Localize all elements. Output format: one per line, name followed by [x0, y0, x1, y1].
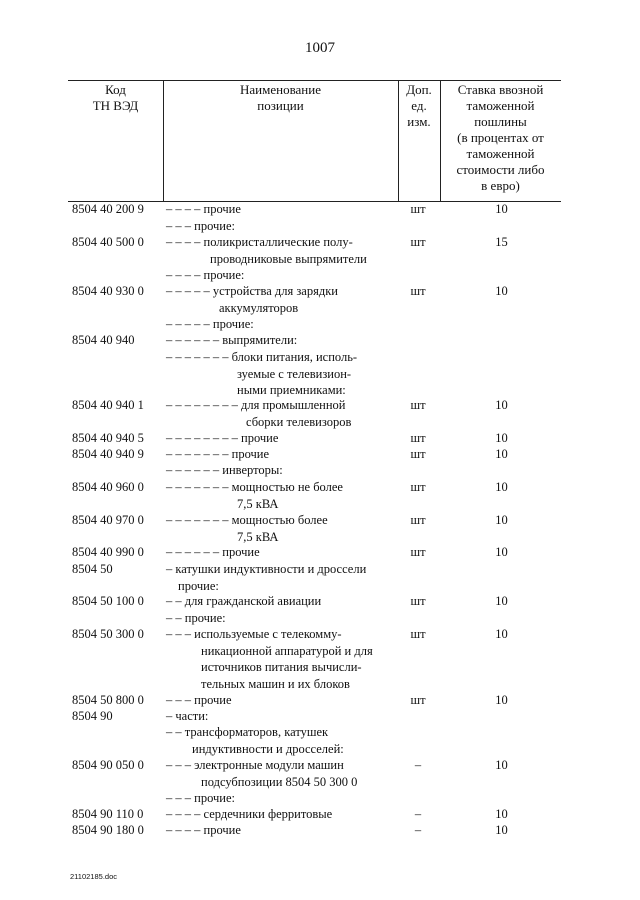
indent-dashes: – – – –: [166, 268, 201, 282]
unit-of-measure: шт: [410, 284, 426, 298]
position-name: [166, 822, 398, 839]
tnved-code: 8504 40 940 9: [72, 447, 144, 461]
position-name: [166, 430, 398, 447]
position-text: прочие:: [191, 791, 235, 805]
position-name: [166, 610, 398, 627]
position-text: прочие:: [209, 317, 254, 331]
duty-rate: 10: [495, 513, 508, 527]
position-name: [166, 316, 398, 333]
unit-of-measure: шт: [410, 513, 426, 527]
duty-rate: 10: [495, 693, 508, 707]
indent-dashes: –: [166, 562, 173, 576]
duty-rate: 10: [495, 758, 508, 772]
unit-of-measure: шт: [410, 398, 426, 412]
indent-dashes: – – – –: [166, 202, 201, 216]
position-name: [166, 708, 398, 725]
unit-of-measure: шт: [410, 202, 426, 216]
indent-dashes: – – – – – – –: [166, 480, 229, 494]
position-name: [166, 724, 424, 757]
tnved-code: 8504 40 940 5: [72, 431, 144, 445]
indent-dashes: – – –: [166, 758, 191, 772]
position-text: сердечники ферритовые: [200, 807, 333, 821]
unit-of-measure: шт: [410, 594, 426, 608]
tnved-code: 8504 40 200 9: [72, 202, 144, 216]
indent-dashes: – – –: [166, 627, 191, 641]
position-text: прочие: [219, 545, 260, 559]
indent-dashes: – – – – – –: [166, 545, 220, 559]
position-text: для промышленной сборки телевизоров: [241, 398, 352, 429]
position-name: [166, 593, 398, 610]
position-text: прочие:: [200, 268, 245, 282]
position-name: [166, 757, 433, 790]
position-text: прочие: [200, 823, 241, 837]
indent-dashes: – –: [166, 594, 182, 608]
duty-rate: 15: [495, 235, 508, 249]
position-text: мощностью более 7,5 кВА: [231, 513, 328, 544]
position-text: прочие: [200, 202, 241, 216]
indent-dashes: – – – – – – – –: [166, 431, 238, 445]
duty-rate: 10: [495, 807, 508, 821]
header-rate: Ставка ввозной таможенной пошлины (в процентах от таможенной стоимости либо в евро): [456, 82, 545, 193]
unit-of-measure: –: [414, 807, 422, 821]
header-name: Наименование позиции: [240, 82, 321, 113]
unit-of-measure: шт: [410, 431, 426, 445]
tnved-code: 8504 90: [72, 709, 113, 723]
duty-rate: 10: [495, 431, 508, 445]
tnved-code: 8504 50 300 0: [72, 627, 144, 641]
duty-rate: 10: [495, 823, 508, 837]
position-text: инверторы:: [219, 463, 283, 477]
position-name: [166, 201, 398, 218]
indent-dashes: – – –: [166, 791, 191, 805]
duty-rate: 10: [495, 398, 508, 412]
tnved-code: 8504 50 800 0: [72, 693, 144, 707]
position-name: [166, 806, 398, 823]
tnved-code: 8504 90 180 0: [72, 823, 144, 837]
indent-dashes: – – – – – – –: [166, 447, 229, 461]
tnved-code: 8504 90 110 0: [72, 807, 144, 821]
tariff-table: [68, 80, 561, 848]
unit-of-measure: шт: [410, 480, 426, 494]
duty-rate: 10: [495, 594, 508, 608]
indent-dashes: –: [166, 709, 173, 723]
unit-of-measure: шт: [410, 235, 426, 249]
duty-rate: 10: [495, 284, 508, 298]
unit-of-measure: шт: [410, 545, 426, 559]
position-name: [166, 349, 469, 399]
position-name: [166, 267, 398, 284]
tnved-code: 8504 40 930 0: [72, 284, 144, 298]
duty-rate: 10: [495, 480, 508, 494]
position-text: прочие:: [181, 611, 226, 625]
position-text: прочие: [237, 431, 279, 445]
indent-dashes: – –: [166, 611, 182, 625]
tnved-code: 8504 90 050 0: [72, 758, 144, 772]
position-text: катушки индуктивности и дроссели прочие:: [175, 562, 367, 593]
position-text: для гражданской авиации: [181, 594, 322, 608]
position-name: [166, 790, 398, 807]
duty-rate: 10: [495, 202, 508, 216]
indent-dashes: – – – – –: [166, 317, 210, 331]
position-name: [166, 462, 398, 479]
position-text: блоки питания, исполь- зуемые с телевизион- ными приемниками:: [231, 350, 358, 397]
duty-rate: 10: [495, 545, 508, 559]
header-code: Код ТН ВЭД: [92, 82, 139, 113]
position-name: [166, 692, 398, 709]
position-text: прочие: [228, 447, 270, 461]
unit-of-measure: –: [414, 823, 422, 837]
unit-of-measure: шт: [410, 693, 426, 707]
tnved-code: 8504 40 500 0: [72, 235, 144, 249]
tnved-code: 8504 50 100 0: [72, 594, 144, 608]
tnved-code: 8504 40 960 0: [72, 480, 144, 494]
position-text: электронные модули машин подсубпозиции 8504 50 300 0: [194, 758, 358, 789]
indent-dashes: – – – – – – – –: [166, 398, 238, 412]
tnved-code: 8504 40 990 0: [72, 545, 144, 559]
duty-rate: 10: [495, 447, 508, 461]
indent-dashes: – – – – – – –: [166, 513, 229, 527]
duty-rate: 10: [495, 627, 508, 641]
position-name: [166, 446, 398, 463]
position-name: [166, 544, 398, 561]
position-name: [166, 561, 410, 594]
position-text: поликристаллические полу- проводниковые выпрямители: [203, 235, 367, 266]
indent-dashes: – – –: [166, 219, 191, 233]
position-text: прочие:: [191, 219, 235, 233]
position-text: части:: [172, 709, 209, 723]
position-name: [166, 626, 433, 692]
indent-dashes: – –: [166, 725, 182, 739]
position-text: выпрямители:: [219, 333, 298, 347]
tnved-code: 8504 40 970 0: [72, 513, 144, 527]
page-number: 1007: [305, 40, 335, 56]
unit-of-measure: шт: [410, 627, 426, 641]
indent-dashes: – – –: [166, 693, 191, 707]
tnved-code: 8504 40 940 1: [72, 398, 144, 412]
header-unit: Доп. ед. изм.: [406, 82, 432, 129]
position-name: [166, 218, 398, 235]
indent-dashes: – – – – – – –: [166, 350, 229, 364]
indent-dashes: – – – – –: [166, 284, 210, 298]
position-text: используемые с телекомму- никационной аппаратурой и для источников питания вычисли- тельных машин и их блоков: [194, 627, 373, 691]
indent-dashes: – – – –: [166, 807, 201, 821]
position-name: [166, 332, 398, 349]
indent-dashes: – – – – – –: [166, 463, 220, 477]
file-name-footer: 21102185.doc: [70, 872, 117, 881]
indent-dashes: – – – –: [166, 235, 201, 249]
tnved-code: 8504 50: [72, 562, 113, 576]
position-text: прочие: [191, 693, 232, 707]
tnved-code: 8504 40 940: [72, 333, 135, 347]
position-text: устройства для зарядки аккумуляторов: [212, 284, 338, 315]
position-text: мощностью не более 7,5 кВА: [231, 480, 343, 511]
table-top-rule: [68, 80, 561, 81]
indent-dashes: – – – –: [166, 823, 201, 837]
unit-of-measure: –: [414, 758, 422, 772]
position-text: трансформаторов, катушек индуктивности и дросселей:: [184, 725, 344, 756]
unit-of-measure: шт: [410, 447, 426, 461]
indent-dashes: – – – – – –: [166, 333, 220, 347]
